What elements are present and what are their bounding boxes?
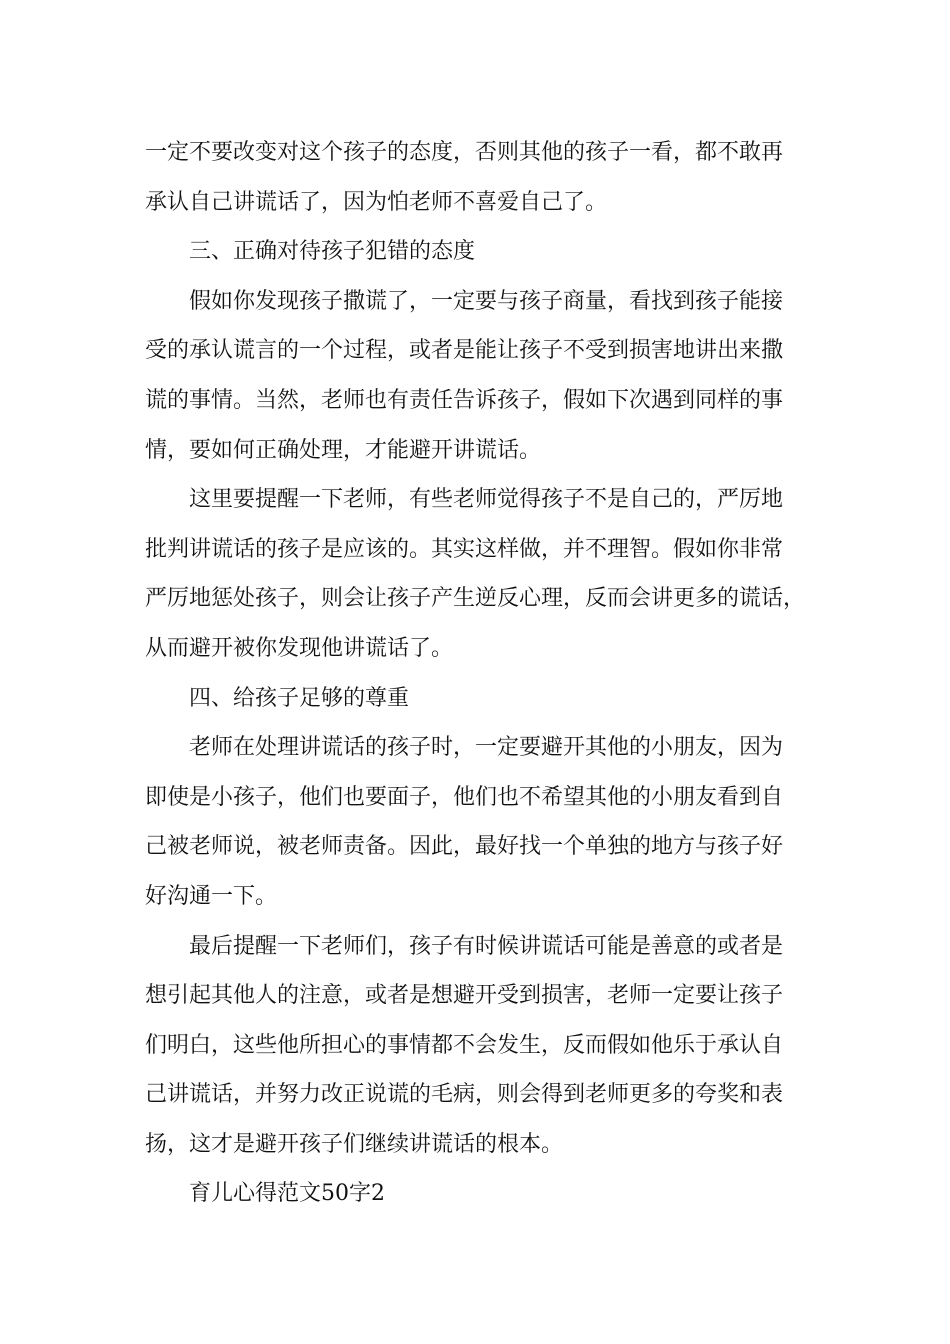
document-body [145, 128, 835, 1219]
text-line: 情，要如何正确处理，才能避开讲谎话。 [145, 437, 542, 463]
text-line: 想引起其他人的注意，或者是想避开受到损害，老师一定要让孩子 [145, 983, 784, 1009]
section-title: 育儿心得范文50字2 [189, 1181, 385, 1207]
text-line: 好沟通一下。 [145, 883, 278, 909]
text-line: 老师在处理讲谎话的孩子时，一定要避开其他的小朋友，因为 [189, 735, 784, 761]
text-line: 受的承认谎言的一个过程，或者是能让孩子不受到损害地讲出来撒 [145, 338, 784, 364]
section-heading: 四、给孩子足够的尊重 [189, 685, 410, 711]
section-heading: 三、正确对待孩子犯错的态度 [189, 239, 476, 265]
text-line: 们明白，这些他所担心的事情都不会发生，反而假如他乐于承认自 [145, 1032, 784, 1058]
text-line: 严厉地惩处孩子，则会让孩子产生逆反心理，反而会讲更多的谎话， [145, 586, 806, 612]
text-line: 谎的事情。当然，老师也有责任告诉孩子，假如下次遇到同样的事 [145, 387, 784, 413]
text-line: 最后提醒一下老师们，孩子有时候讲谎话可能是善意的或者是 [189, 933, 784, 959]
text-line: 假如你发现孩子撒谎了，一定要与孩子商量，看找到孩子能接 [189, 288, 784, 314]
text-line: 承认自己讲谎话了，因为怕老师不喜爱自己了。 [145, 189, 608, 215]
text-line: 这里要提醒一下老师，有些老师觉得孩子不是自己的，严厉地 [189, 487, 784, 513]
text-line: 一定不要改变对这个孩子的态度，否则其他的孩子一看，都不敢再 [145, 140, 784, 165]
text-line: 己被老师说，被老师责备。因此，最好找一个单独的地方与孩子好 [145, 834, 784, 860]
text-line: 批判讲谎话的孩子是应该的。其实这样做，并不理智。假如你非常 [145, 536, 784, 562]
text-line: 扬，这才是避开孩子们继续讲谎话的根本。 [145, 1131, 564, 1157]
text-line: 从而避开被你发现他讲谎话了。 [145, 635, 454, 661]
text-line: 己讲谎话，并努力改正说谎的毛病，则会得到老师更多的夸奖和表 [145, 1082, 784, 1108]
text-line: 即使是小孩子，他们也要面子，他们也不希望其他的小朋友看到自 [145, 784, 784, 810]
